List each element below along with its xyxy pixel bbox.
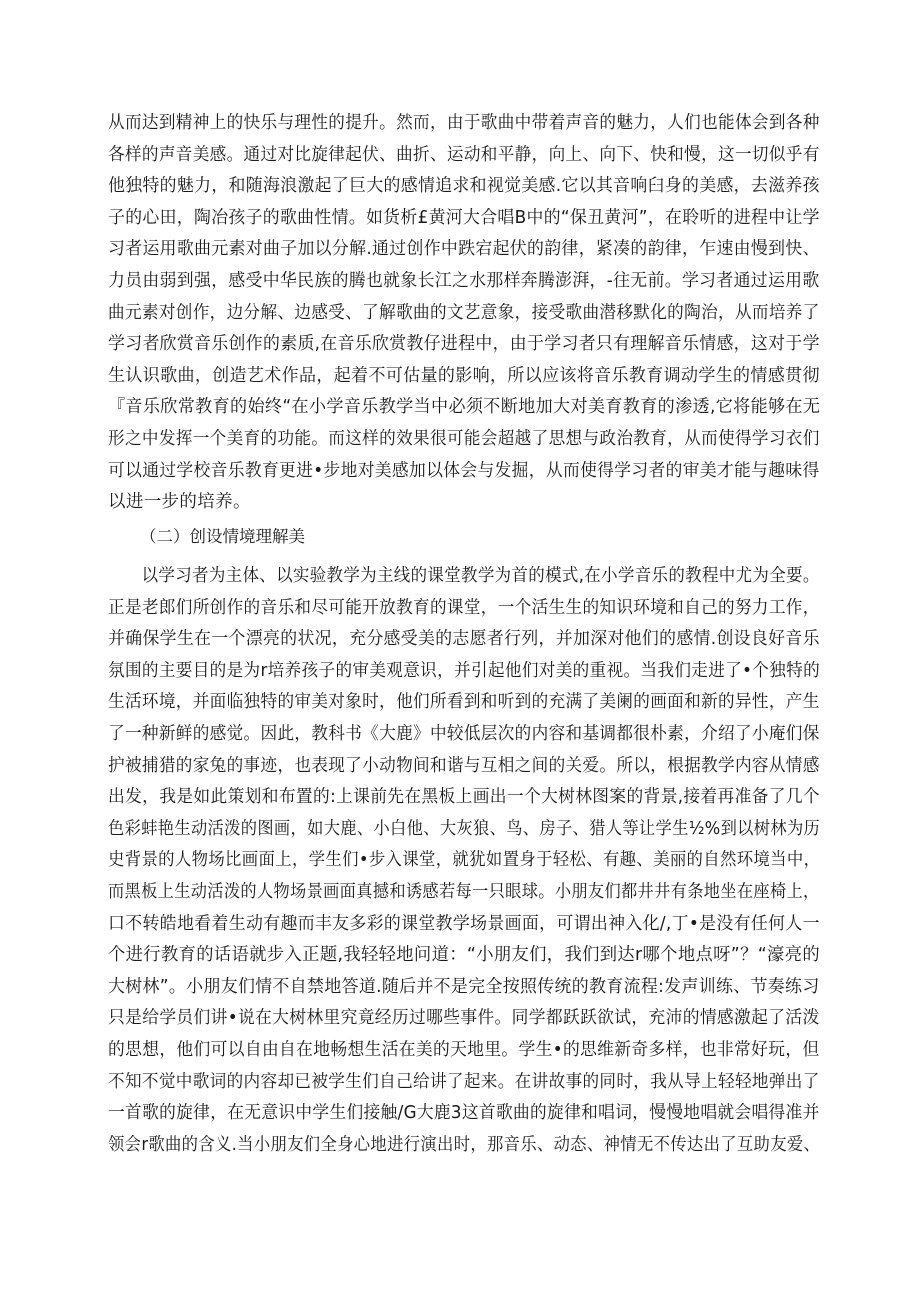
paragraph-line: 曲元素对创作，边分解、边感受、了解歌曲的文艺意象，接受歌曲潜移默化的陶治，从而培养了 — [108, 302, 820, 323]
paragraph-line: 护被捕猎的家兔的事迹，也表现了小动物间和谐与互相之间的关爱。所以，根据教学内容从情感 — [108, 755, 820, 776]
paragraph-line: 习者运用歌曲元素对曲子加以分解.通过创作中跌宕起伏的韵律，紧凑的韵律，乍速由慢到快、 — [108, 239, 820, 260]
paragraph-line: 口不转皓地看着生动有趣而丰友多彩的课堂教学场景画面，可谓出神入化/,丁•是没有任何人一 — [108, 913, 820, 934]
paragraph-line: 正是老郎们所创作的音乐和尽可能开放教育的课堂，一个活生生的知识环境和自己的努力工作， — [108, 597, 820, 618]
paragraph-line: 学习者欣赏音乐创作的素质,在音乐欣赏教仔进程中，由于学习者只有理解音乐情感，这对于学 — [108, 334, 820, 355]
paragraph-line: 各样的声音美感。通过对比旋律起伏、曲折、运动和平静，向上、向下、快和慢，这一切似乎有 — [108, 144, 820, 165]
paragraph-line: 以学习者为主体、以实验教学为主线的课堂教学为首的模式,在小学音乐的教程中尤为全要。 — [108, 566, 820, 586]
paragraph-line: 『音乐欣常教育的始终“在小学音乐教学当中必须不断地加大对美育教育的渗透,它将能够在无 — [108, 397, 821, 418]
paragraph-line: 出发，我是如此策划和布置的:上课前先在黑板上画出一个大树林图案的背景,接着再准备了几个 — [108, 787, 821, 808]
paragraph-line: 以进一步的培养。 — [108, 492, 251, 513]
paragraph-line: 他独特的魅力，和随海浪激起了巨大的感情追求和视觉美感.它以其音响臼身的美感，去滋养孩 — [108, 176, 820, 197]
paragraph-line: 形之中发挥一个美育的功能。而这样的效果很可能会超越了思想与政治教育，从而使得学习衣们 — [108, 428, 820, 449]
paragraph-line: 生认识歌曲，创造艺术作品，起着不可估量的影响，所以应该将音乐教育调动学生的情感贯彻 — [108, 365, 820, 386]
paragraph-line: 从而达到精神上的快乐与理性的提升。然而，由于歌曲中带着声音的魅力，人们也能体会到各种 — [108, 113, 820, 133]
paragraph-line: 力员由弱到强，感受中华民族的腾也就象长江之水那样奔腾澎湃，-往无前。学习者通过运用歌 — [108, 270, 820, 291]
paragraph-line: 不知不觉中歌词的内容却已被学生们自己给讲了起来。在讲故事的同时，我从导上轻轻地弹出了 — [108, 1071, 820, 1092]
paragraph-line: 氛围的主要目的是为r培养孩子的审美观意识，并引起他们对美的重视。当我们走进了•个独特的 — [108, 660, 821, 681]
paragraph-line: 生活环境，并面临独特的审美对象时，他们所看到和听到的充满了美阑的画面和新的异性，产生 — [108, 692, 820, 713]
paragraph-line: 的思想，他们可以自由自在地畅想生活在美的天地里。学生•的思维新奇多样，也非常好玩，但 — [108, 1039, 820, 1060]
paragraph-line: 个进行教育的话语就步入正题,我轻轻地问道：“小朋友们，我们到达r哪个地点呀”？“濠亮的 — [108, 945, 821, 966]
paragraph-line: 只是给学员们讲•说在大树林里究竟经历过哪些事件。同学都跃跃欲试，充沛的情感激起了活泼 — [108, 1008, 820, 1029]
paragraph-2 — [108, 561, 820, 1161]
paragraph-line: 一首歌的旋律，在无意识中学生们接触/G大鹿3这首歌曲的旋律和唱词，慢慢地唱就会唱得准并 — [108, 1103, 820, 1124]
paragraph-line: 而黑板上生动活泼的人物场景画面真撼和诱感若每一只眼球。小朋友们都井井有条地坐在座椅上， — [108, 881, 820, 902]
paragraph-line: 领会r歌曲的含义.当小朋友们全身心地进行演出时，那音乐、动态、神情无不传达出了互助友爱、 — [108, 1134, 821, 1155]
paragraph-line: 史背景的人物场比画面上，学生们•步入课堂，就犹如置身于轻松、有趣、美丽的自然环境当中， — [108, 850, 821, 871]
paragraph-line: 可以通过学校音乐教育更进•步地对美感加以体会与发掘，从而使得学习者的审美才能与趣味得 — [108, 460, 820, 481]
paragraph-line: 大树林”。小朋友们情不自禁地答道.随后并不是完全按照传统的教育流程:发声训练、节奏练习 — [108, 976, 820, 997]
paragraph-line: 色彩蚌艳生动活泼的图画，如大鹿、小白他、大灰狼、鸟、房子、猎人等让学生½%到以树林为历 — [108, 818, 821, 839]
paragraph-1 — [108, 108, 820, 519]
paragraph-line: 并确保学生在一个漂亮的状况，充分感受美的志愿者行列，并加深对他们的感情.创设良好音乐 — [108, 629, 820, 650]
paragraph-line: 子的心田，陶冶孩子的歌曲性情。如货析£黄河大合唱B中的“保丑黄河”，在聆听的进程中让学 — [108, 207, 820, 228]
paragraph-line: 了一种新鲜的感觉。因此，教科书《大鹿》中较低层次的内容和基调都很朴素，介绍了小庵们保 — [108, 723, 820, 744]
section-heading: （二）创设情境理解美 — [140, 527, 305, 546]
